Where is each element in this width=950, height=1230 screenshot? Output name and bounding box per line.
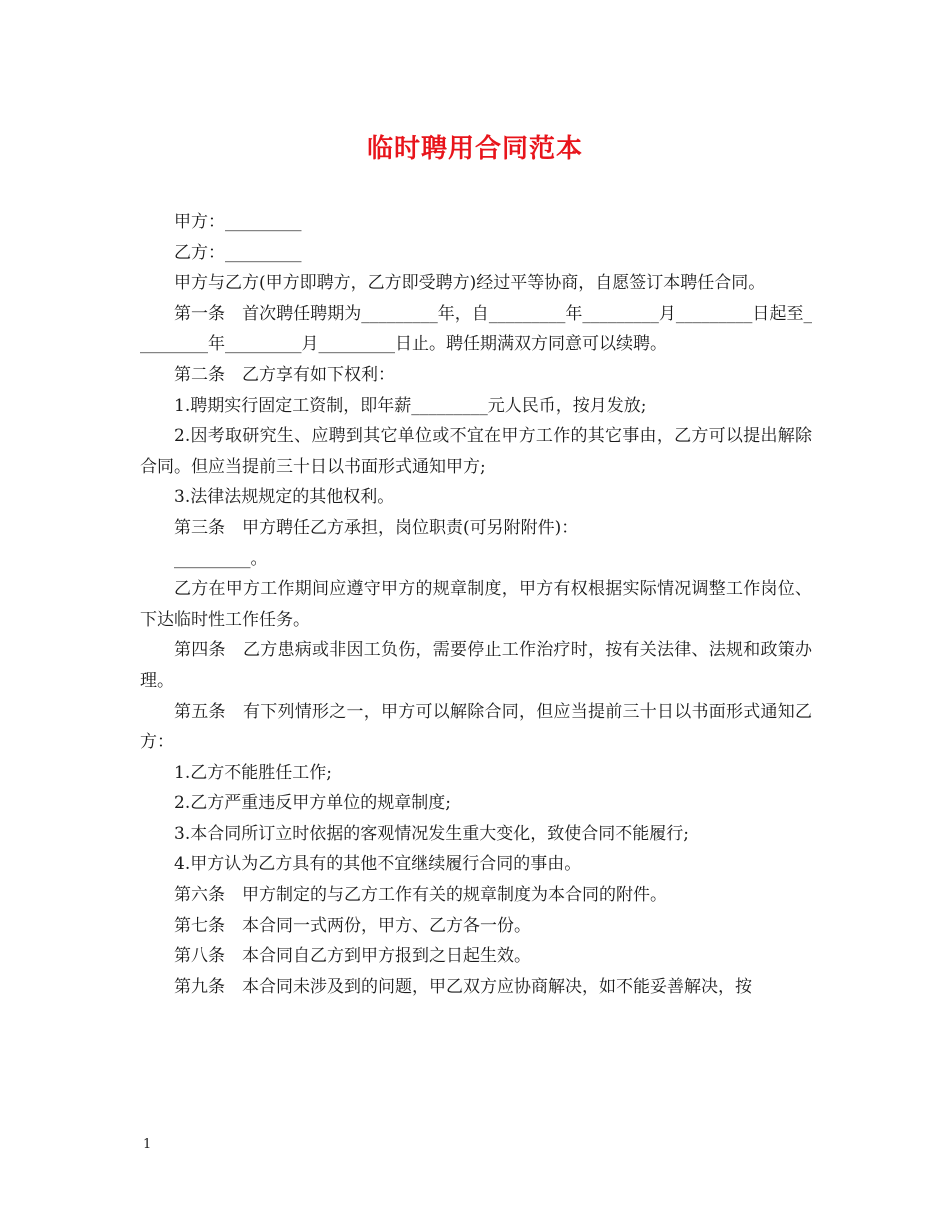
- paragraph-article-5: 第五条 有下列情形之一，甲方可以解除合同，但应当提前三十日以书面形式通知乙方：: [140, 701, 812, 753]
- paragraph-article-3: 第三条 甲方聘任乙方承担，岗位职责(可另附附件)：: [174, 517, 579, 538]
- paragraph-article-6: 第六条 甲方制定的与乙方工作有关的规章制度为本合同的附件。: [174, 885, 667, 906]
- paragraph-article-1: 第一条 首次聘任聘期为_________年，自_________年_________月_________日起至_________年_________月_________日止。聘任期满双方同意可以续聘。: [140, 303, 812, 355]
- paragraph-article-7: 第七条 本合同一式两份，甲方、乙方各一份。: [174, 915, 531, 936]
- paragraph-article-2-item-3: 3.法律法规规定的其他权利。: [174, 487, 395, 508]
- paragraph-article-2-item-2: 2.因考取研究生、应聘到其它单位或不宜在甲方工作的其它事由，乙方可以提出解除合同。但应当提前三十日以书面形式通知甲方;: [140, 426, 812, 477]
- paragraph-party-b: 乙方：_________: [174, 242, 302, 263]
- paragraph-article-3-detail: 乙方在甲方工作期间应遵守甲方的规章制度，甲方有权根据实际情况调整工作岗位、下达临时性工作任务。: [140, 579, 812, 630]
- paragraph-article-8: 第八条 本合同自乙方到甲方报到之日起生效。: [174, 946, 531, 967]
- paragraph-article-9: 第九条 本合同未涉及到的问题，甲乙双方应协商解决，如不能妥善解决，按: [174, 976, 752, 997]
- paragraph-article-4: 第四条 乙方患病或非因工负伤，需要停止工作治疗时，按有关法律、法规和政策办理。: [140, 640, 812, 691]
- paragraph-article-5-item-2: 2.乙方严重违反甲方单位的规章制度;: [174, 793, 451, 814]
- document-body: [140, 207, 812, 1002]
- paragraph-article-2-item-1: 1.聘期实行固定工资制，即年薪_________元人民币，按月发放;: [174, 395, 647, 416]
- document-title: 临时聘用合同范本: [366, 134, 583, 164]
- paragraph-article-5-item-1: 1.乙方不能胜任工作;: [174, 762, 332, 783]
- paragraph-intro: 甲方与乙方(甲方即聘方，乙方即受聘方)经过平等协商，自愿签订本聘任合同。: [174, 273, 766, 294]
- paragraph-party-a: 甲方：_________: [174, 212, 302, 232]
- page-number: 1: [143, 1137, 152, 1152]
- paragraph-article-5-item-3: 3.本合同所订立时依据的客观情况发生重大变化，致使合同不能履行;: [174, 823, 689, 844]
- paragraph-article-3-blank: _________。: [174, 548, 268, 569]
- paragraph-article-5-item-4: 4.甲方认为乙方具有的其他不宜继续履行合同的事由。: [174, 854, 582, 875]
- paragraph-article-2: 第二条 乙方享有如下权利：: [174, 364, 395, 385]
